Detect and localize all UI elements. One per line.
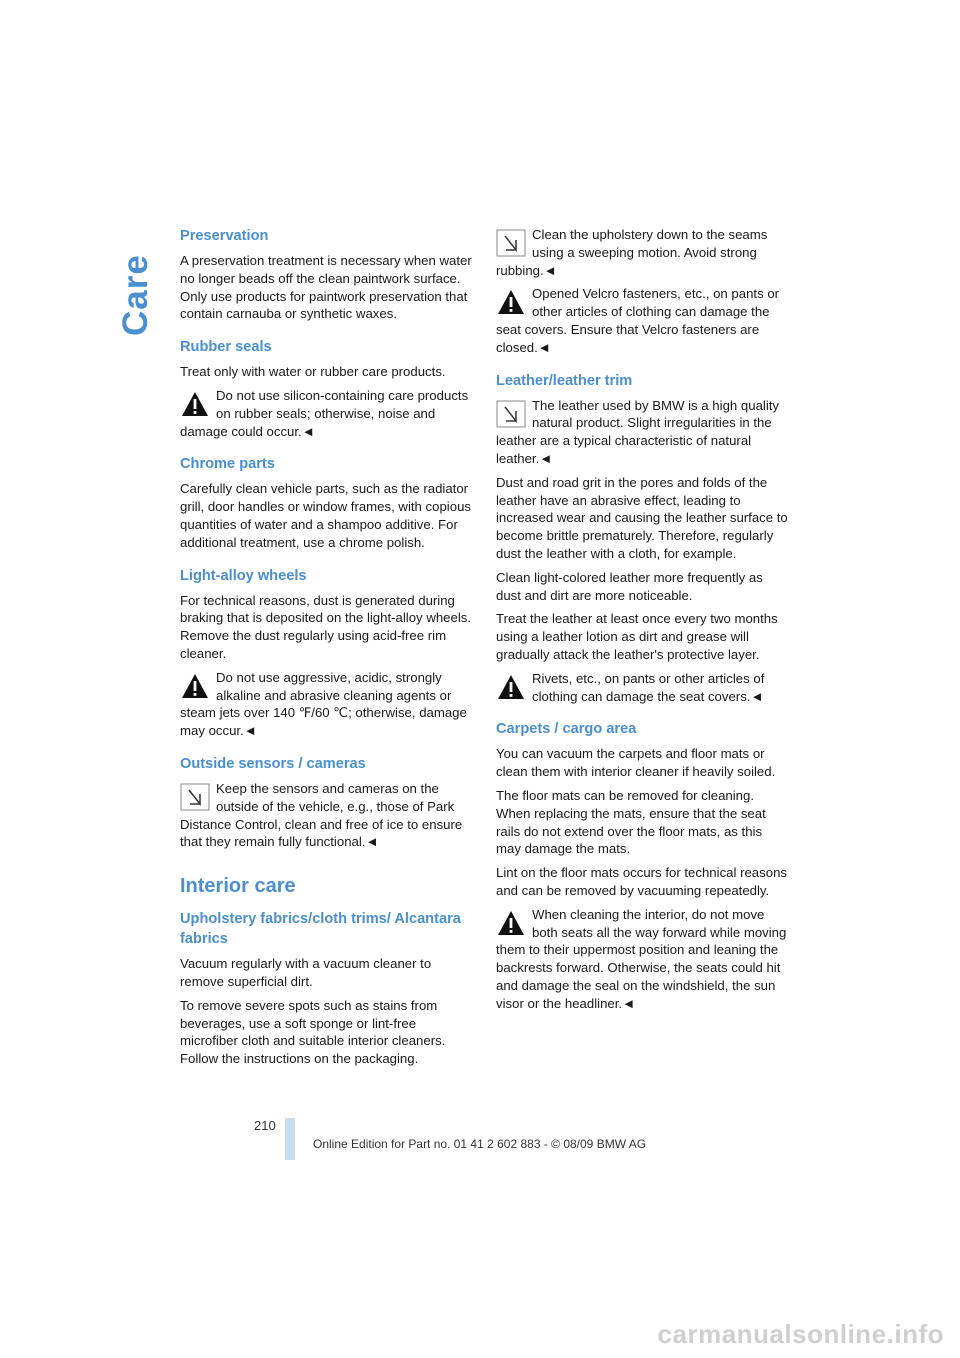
warning-note-velcro-text: Opened Velcro fasteners, etc., on pants or other articles of clothing can damage the seat covers. Ensure that Velcro fasteners are closed.◄ <box>496 286 780 355</box>
paragraph-light-alloy-wheels: For technical reasons, dust is generated during braking that is deposited on the light-alloy wheels. Remove the dust regularly using acid-free rim cleaner. <box>180 592 472 661</box>
left-column <box>180 226 472 1074</box>
paragraph-leather-2: Clean light-colored leather more frequently as dust and dirt are more noticeable. <box>496 569 763 603</box>
heading-light-alloy-wheels: Light-alloy wheels <box>180 567 307 584</box>
footer-accent-bar <box>285 1118 295 1160</box>
heading-leather: Leather/leather trim <box>496 372 633 389</box>
paragraph-leather-3: Treat the leather at least once every two months using a leather lotion as dirt and grease will gradually attack the leather's protective layer. <box>496 611 778 662</box>
footer-edition-text: Online Edition for Part no. 01 41 2 602 883 - © 08/09 BMW AG <box>313 1137 647 1151</box>
heading-carpets: Carpets / cargo area <box>496 721 637 738</box>
warning-note-rivets <box>496 670 790 706</box>
side-section-title <box>112 232 155 342</box>
paragraph-leather-1: Dust and road grit in the pores and folds of the leather have an abrasive effect, leading to increased wear and causing the leather surface to become brittle prematurely. Therefore, regularly dust the leather with a cloth, for example. <box>496 474 788 561</box>
warning-note-wheels <box>180 669 472 740</box>
warning-note-wheels-text: Do not use aggressive, acidic, strongly alkaline and abrasive cleaning agents or steam jets over 140 ℉/60 ℃; otherwise, damage may occur.◄ <box>180 669 467 739</box>
warning-triangle-icon <box>496 909 526 937</box>
info-arrow-icon <box>496 400 526 428</box>
heading-preservation: Preservation <box>180 228 269 244</box>
warning-triangle-icon <box>180 672 210 700</box>
page-number: 210 <box>254 1118 276 1133</box>
warning-note-seats-text: When cleaning the interior, do not move both seats all the way forward while moving them to their uppermost position and leaning the backrests forward. Otherwise, the seats could hit and damage the seal on the windshield, the sun visor or the headliner.◄ <box>496 906 787 1011</box>
paragraph-preservation: A preservation treatment is necessary when water no longer beads off the clean paintwork surface. Only use products for paintwork preservation that contain carnauba or synthetic waxes. <box>180 253 472 322</box>
warning-note-rubber-text: Do not use silicon-containing care products on rubber seals; otherwise, noise and damage could occur.◄ <box>180 387 469 439</box>
info-note-upholstery-text: Clean the upholstery down to the seams using a sweeping motion. Avoid strong rubbing.◄ <box>496 227 768 278</box>
paragraph-upholstery-2: To remove severe spots such as stains from beverages, use a soft sponge or lint-free microfiber cloth and suitable interior cleaners. Follow the instructions on the packaging. <box>180 997 446 1067</box>
heading-rubber-seals: Rubber seals <box>180 339 272 356</box>
info-note-sensors-text: Keep the sensors and cameras on the outside of the vehicle, e.g., those of Park Distance Control, clean and free of ice to ensure that they remain fully functional.◄ <box>180 780 463 850</box>
info-note-leather-text: The leather used by BMW is a high quality natural product. Slight irregularities in the leather are a typical characteristic of natural leather.◄ <box>496 397 780 466</box>
warning-triangle-icon <box>496 288 526 316</box>
heading-outside-sensors: Outside sensors / cameras <box>180 755 366 772</box>
watermark-text: carmanualsonline.info <box>657 1319 944 1349</box>
paragraph-carpets-2: The floor mats can be removed for cleaning. When replacing the mats, ensure that the seat rails do not extend over the floor mats, as this may damage the mats. <box>496 787 766 857</box>
warning-triangle-icon <box>496 673 526 701</box>
paragraph-upholstery-1: Vacuum regularly with a vacuum cleaner to remove superficial dirt. <box>180 956 432 989</box>
info-note-upholstery <box>496 226 790 279</box>
warning-note-rivets-text: Rivets, etc., on pants or other articles of clothing can damage the seat covers.◄ <box>532 670 765 704</box>
right-column <box>496 226 790 1018</box>
paragraph-carpets-3: Lint on the floor mats occurs for technical reasons and can be removed by vacuuming repeatedly. <box>496 865 788 898</box>
paragraph-rubber-seals: Treat only with water or rubber care products. <box>180 364 446 380</box>
info-arrow-icon <box>180 783 210 811</box>
warning-triangle-icon <box>180 390 210 418</box>
info-arrow-icon <box>496 229 526 257</box>
warning-note-seats <box>496 906 790 1013</box>
heading-interior-care: Interior care <box>180 875 296 898</box>
heading-chrome-parts: Chrome parts <box>180 456 275 473</box>
paragraph-carpets-1: You can vacuum the carpets and floor mats or clean them with interior cleaner if heavily soiled. <box>496 746 776 780</box>
side-section-title-text: Care <box>116 254 155 336</box>
info-note-sensors <box>180 780 472 851</box>
heading-upholstery: Upholstery fabrics/cloth trims/ Alcantara fabrics <box>180 911 461 948</box>
paragraph-chrome-parts: Carefully clean vehicle parts, such as the radiator grill, door handles or window frames, with copious quantities of water and a shampoo additive. For additional treatment, use a chrome polish. <box>180 481 471 550</box>
warning-note-rubber <box>180 387 472 440</box>
info-note-leather <box>496 397 790 468</box>
warning-note-velcro <box>496 285 790 356</box>
